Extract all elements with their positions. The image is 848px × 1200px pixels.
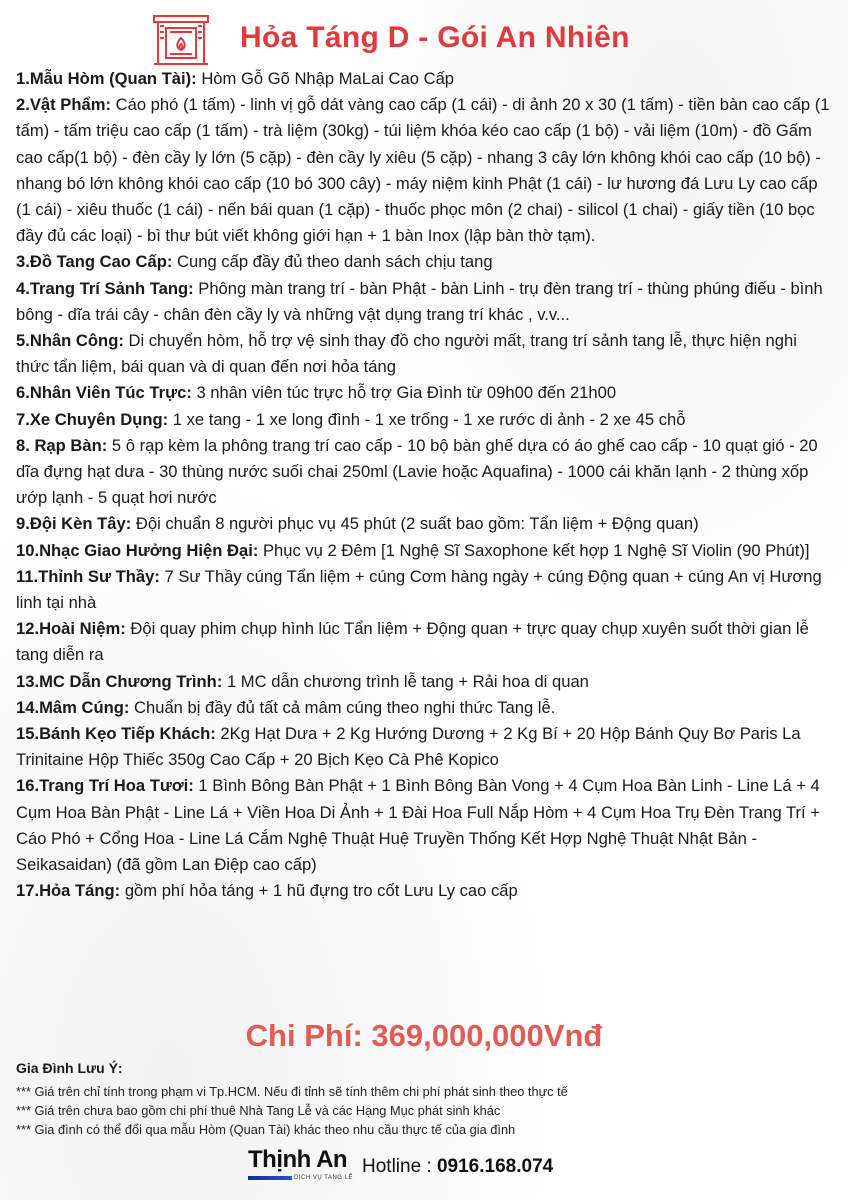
- brand-logo: [248, 1146, 352, 1188]
- service-item-text: 5 ô rạp kèm la phông trang trí cao cấp - 10 bộ bàn ghế dựa có áo ghế cao cấp - 10 quạt gió - 20 dĩa đựng hạt dưa - 30 thùng nước suối chai 250ml (Lavie hoặc Aquafina) - 1000 cái khăn lạnh - 2 thùng xốp ướp lạnh - 5 quạt hơi nước: [16, 435, 818, 508]
- service-item: [16, 249, 834, 275]
- hotline-label: Hotline :: [362, 1156, 437, 1177]
- service-item-text: 1 Bình Bông Bàn Phật + 1 Bình Bông Bàn Vong + 4 Cụm Hoa Bàn Linh - Line Lá + 4 Cụm Hoa Bàn Phật - Line Lá + Viền Hoa Di Ảnh + 1 Đài Hoa Full Nắp Hòm + 4 Cụm Hoa Trụ Đèn Trang Trí + Cáo Phó + Cổng Hoa - Line Lá Cắm Nghệ Thuật Huệ Truyền Thống Kết Hợp Nghệ Thuật Nhật Bản - Seikasaidan) (đã gồm Lan Điệp cao cấp): [16, 776, 820, 875]
- header: [150, 10, 630, 66]
- service-item: [16, 669, 834, 695]
- footer: [248, 1146, 553, 1188]
- service-item: [16, 721, 834, 773]
- note-line: *** Gia đình có thể đổi qua mẫu Hòm (Quan Tài) khác theo nhu cầu thực tế của gia đình: [16, 1122, 516, 1137]
- service-item: [16, 66, 834, 92]
- service-item-label: 11.Thỉnh Sư Thầy:: [16, 566, 160, 586]
- crematorium-icon: [150, 10, 212, 66]
- total-cost: Chi Phí: 369,000,000Vnđ: [245, 1018, 603, 1053]
- service-item: [16, 616, 834, 668]
- hotline-number[interactable]: 0916.168.074: [436, 1156, 554, 1177]
- service-item-label: 1.Mẫu Hòm (Quan Tài):: [16, 69, 197, 88]
- service-item-text: gồm phí hỏa táng + 1 hũ đựng tro cốt Lưu Ly cao cấp: [120, 881, 518, 901]
- service-item-text: Cung cấp đầy đủ theo danh sách chịu tang: [172, 252, 493, 272]
- service-item-label: 8. Rạp Bàn:: [16, 435, 108, 455]
- service-item-text: Đội chuẩn 8 người phục vụ 45 phút (2 suất bao gồm: Tẩn liệm + Động quan): [131, 514, 699, 534]
- service-item-label: 3.Đồ Tang Cao Cấp:: [16, 252, 173, 272]
- service-item: [16, 511, 834, 537]
- notes-title: Gia Đình Lưu Ý:: [16, 1060, 123, 1076]
- service-item: [16, 538, 834, 564]
- service-item-label: 2.Vật Phẩm:: [16, 95, 111, 115]
- service-item-text: Cáo phó (1 tấm) - linh vị gỗ dát vàng cao cấp (1 cái) - di ảnh 20 x 30 (1 tấm) - tiền bàn cao cấp (1 tấm) - tấm triệu cao cấp (1 tấm) - trà liệm (30kg) - túi liệm khóa kéo cao cấp (1 bộ) - vải liệm (10m) - đồ Gấm cao cấp(1 bộ) - đèn cầy ly lớn (5 cặp) - đèn cầy ly xiêu (5 cặp) - nhang 3 cây lớn không khói cao cấp (10 bộ) - nhang bó lớn không khói cao cấp (10 bó 300 cây) - máy niệm kinh Phật (1 cái) - lư hương đá Lưu Ly cao cấp (1 cái) - xiêu thuốc (1 cái) - nến bái quan (1 cặp) - thuốc phọc môn (2 chai) - silicol (1 chai) - giấy tiền (10 bọc đầy đủ các loại) - bì thư bút viết không giới hạn + 1 bàn Inox (lập bàn thờ tạm).: [16, 95, 830, 246]
- service-item-label: 7.Xe Chuyên Dụng:: [16, 409, 169, 429]
- service-item-text: Chuẩn bị đầy đủ tất cả mâm cúng theo nghi thức Tang lễ.: [129, 697, 556, 717]
- service-item: [16, 276, 834, 328]
- service-item: [16, 328, 834, 380]
- service-item-label: 15.Bánh Kẹo Tiếp Khách:: [16, 724, 216, 744]
- service-item-label: 13.MC Dẫn Chương Trình:: [16, 671, 223, 691]
- service-item-label: 12.Hoài Niệm:: [16, 619, 126, 639]
- service-item-label: 10.Nhạc Giao Hưởng Hiện Đại:: [16, 540, 259, 560]
- service-item: [16, 878, 834, 904]
- service-list: [16, 66, 834, 905]
- service-item-text: 1 xe tang - 1 xe long đình - 1 xe trống - 1 xe rước di ảnh - 2 xe 45 chỗ: [168, 409, 686, 429]
- service-item-label: 9.Đội Kèn Tây:: [16, 514, 132, 534]
- note-line: *** Giá trên chỉ tính trong phạm vi Tp.HCM. Nếu đi tỉnh sẽ tính thêm chi phí phát sinh theo thực tế: [16, 1084, 568, 1099]
- note-line: *** Giá trên chưa bao gồm chi phí thuê Nhà Tang Lễ và các Hạng Mục phát sinh khác: [16, 1103, 501, 1118]
- brand-name: Thịnh An: [248, 1146, 348, 1173]
- brand-underline: [248, 1176, 292, 1180]
- page-title: Hỏa Táng D - Gói An Nhiên: [240, 21, 630, 54]
- brand-subtitle: DỊCH VỤ TANG LỄ: [294, 1175, 353, 1181]
- hotline: [362, 1156, 553, 1178]
- service-item-text: 7 Sư Thầy cúng Tẩn liệm + cúng Cơm hàng ngày + cúng Động quan + cúng An vị Hương linh tại nhà: [16, 566, 822, 613]
- service-item-text: Hòm Gỗ Gõ Nhập MaLai Cao Cấp: [196, 69, 455, 88]
- service-item-label: 5.Nhân Công:: [16, 331, 124, 351]
- service-item: [16, 564, 834, 616]
- service-item: [16, 433, 834, 512]
- service-item-label: 6.Nhân Viên Túc Trực:: [16, 383, 192, 403]
- service-item-text: Phục vụ 2 Đêm [1 Nghệ Sĩ Saxophone kết hợp 1 Nghệ Sĩ Violin (90 Phút)]: [258, 540, 810, 560]
- service-item-text: 3 nhân viên túc trực hỗ trợ Gia Đình từ 09h00 đến 21h00: [191, 383, 617, 403]
- service-item: [16, 380, 834, 406]
- service-item-text: 1 MC dẫn chương trình lễ tang + Rải hoa di quan: [222, 671, 589, 691]
- family-notes: [16, 1060, 834, 1139]
- service-item-label: 16.Trang Trí Hoa Tươi:: [16, 776, 194, 796]
- service-item-label: 14.Mâm Cúng:: [16, 697, 130, 717]
- service-item-label: 17.Hỏa Táng:: [16, 881, 121, 901]
- service-item: [16, 92, 834, 249]
- service-item-text: 2Kg Hạt Dưa + 2 Kg Hướng Dương + 2 Kg Bí + 20 Hộp Bánh Quy Bơ Paris La Trinitaine Hộp Thiếc 350g Cao Cấp + 20 Bịch Kẹo Cà Phê Kopico: [16, 724, 801, 770]
- service-item: [16, 773, 834, 878]
- service-item: [16, 695, 834, 721]
- service-item: [16, 407, 834, 433]
- service-item-text: Đội quay phim chụp hình lúc Tẩn liệm + Động quan + trực quay chụp xuyên suốt thời gian lễ tang diễn ra: [16, 619, 809, 665]
- service-item-text: Di chuyển hòm, hỗ trợ vệ sinh thay đồ cho người mất, trang trí sảnh tang lễ, thực hiện nghi thức tẩn liệm, bái quan và di quan đến nơi hỏa táng: [16, 331, 797, 377]
- service-item-label: 4.Trang Trí Sảnh Tang:: [16, 278, 194, 298]
- service-item-text: Phông màn trang trí - bàn Phật - bàn Linh - trụ đèn trang trí - thùng phúng điếu - bình bông - dĩa trái cây - chân đèn cầy ly và những vật dụng trang trí khác , v.v...: [16, 278, 823, 324]
